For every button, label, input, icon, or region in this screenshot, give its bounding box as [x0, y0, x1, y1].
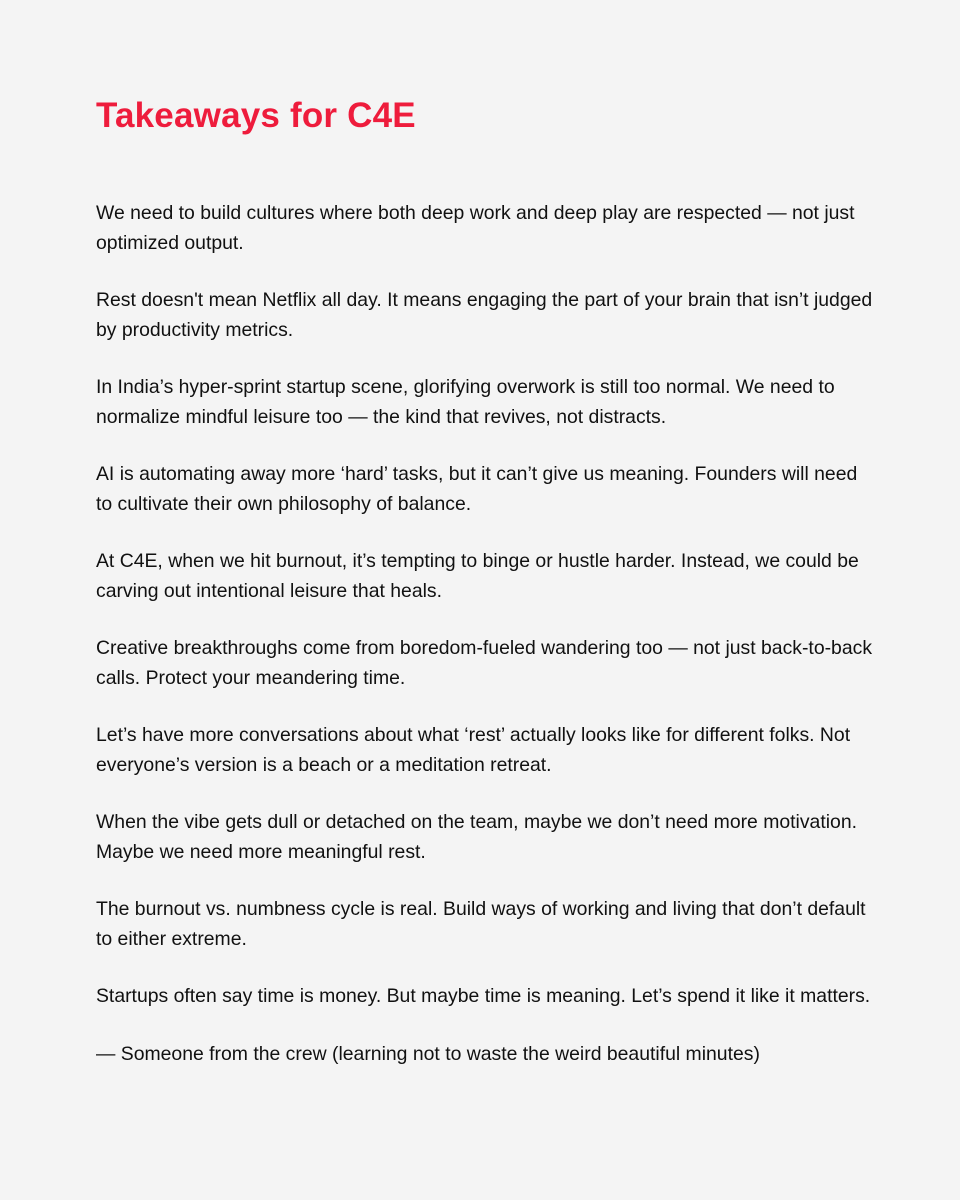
takeaway-paragraph: AI is automating away more ‘hard’ tasks, but it can’t give us meaning. Founders will need to cultivate their own philosophy of balance. — [96, 463, 858, 515]
takeaway-paragraph: Creative breakthroughs come from boredom-fueled wandering too — not just back-to-back calls. Protect your meandering time. — [96, 637, 873, 689]
takeaway-paragraph: In India’s hyper-sprint startup scene, glorifying overwork is still too normal. We need to normalize mindful leisure too — the kind that revives, not distracts. — [96, 376, 835, 428]
takeaway-paragraph: Rest doesn't mean Netflix all day. It means engaging the part of your brain that isn’t judged by productivity metrics. — [96, 289, 873, 341]
page-title: Takeaways for C4E — [96, 96, 416, 135]
takeaways-list — [96, 199, 876, 1097]
takeaway-paragraph: Let’s have more conversations about what ‘rest’ actually looks like for different folks. Not everyone’s version is a beach or a meditation retreat. — [96, 724, 851, 776]
takeaway-paragraph: We need to build cultures where both deep work and deep play are respected — not just optimized output. — [96, 202, 855, 254]
takeaway-paragraph: Startups often say time is money. But maybe time is meaning. Let’s spend it like it matters. — [96, 985, 871, 1007]
takeaway-paragraph: At C4E, when we hit burnout, it’s tempting to binge or hustle harder. Instead, we could be carving out intentional leisure that heals. — [96, 550, 859, 602]
takeaway-paragraph: When the vibe gets dull or detached on the team, maybe we don’t need more motivation. Maybe we need more meaningful rest. — [96, 811, 857, 863]
signature: — Someone from the crew (learning not to waste the weird beautiful minutes) — [96, 1042, 760, 1065]
takeaway-paragraph: The burnout vs. numbness cycle is real. Build ways of working and living that don’t default to either extreme. — [96, 898, 866, 950]
